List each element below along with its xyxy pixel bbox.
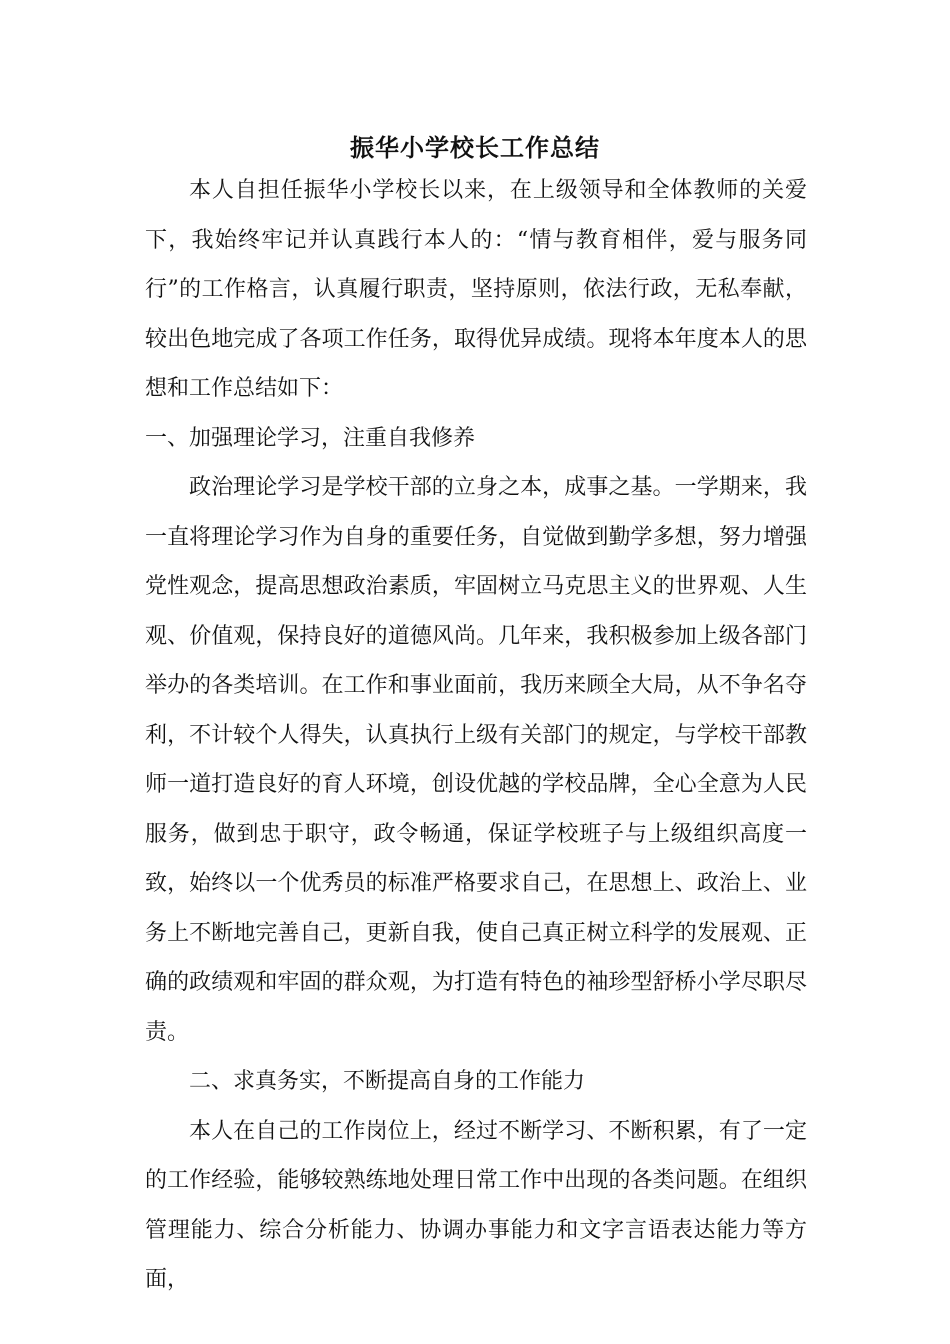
section-1-heading: 一、加强理论学习，注重自我修养: [145, 425, 476, 451]
document-title: 振华小学校长工作总结: [350, 133, 600, 162]
document-body: [145, 166, 807, 1305]
intro-paragraph: 本人自担任振华小学校长以来，在上级领导和全体教师的关爱下，我始终牢记并认真践行本人的：“情与教育相伴，爱与服务同行”的工作格言，认真履行职责，坚持原则，依法行政，无私奉献，较出色地完成了各项工作任务，取得优异成绩。现将本年度本人的思想和工作总结如下：: [145, 178, 807, 401]
section-2-paragraph: 本人在自己的工作岗位上，经过不断学习、不断积累，有了一定的工作经验，能够较熟练地处理日常工作中出现的各类问题。在组织管理能力、综合分析能力、协调办事能力和文字言语表达能力等方面，: [145, 1118, 807, 1292]
section-1-paragraph: 政治理论学习是学校干部的立身之本，成事之基。一学期来，我一直将理论学习作为自身的重要任务，自觉做到勤学多想，努力增强党性观念，提高思想政治素质，牢固树立马克思主义的世界观、人生观、价值观，保持良好的道德风尚。几年来，我积极参加上级各部门举办的各类培训。在工作和事业面前，我历来顾全大局，从不争名夺利，不计较个人得失，认真执行上级有关部门的规定，与学校干部教师一道打造良好的育人环境，创设优越的学校品牌，全心全意为人民服务，做到忠于职守，政令畅通，保证学校班子与上级组织高度一致，始终以一个优秀员的标准严格要求自己，在思想上、政治上、业务上不断地完善自己，更新自我，使自己真正树立科学的发展观、正确的政绩观和牢固的群众观，为打造有特色的袖珍型舒桥小学尽职尽责。: [145, 475, 807, 1045]
section-2-heading: 二、求真务实，不断提高自身的工作能力: [189, 1069, 586, 1094]
